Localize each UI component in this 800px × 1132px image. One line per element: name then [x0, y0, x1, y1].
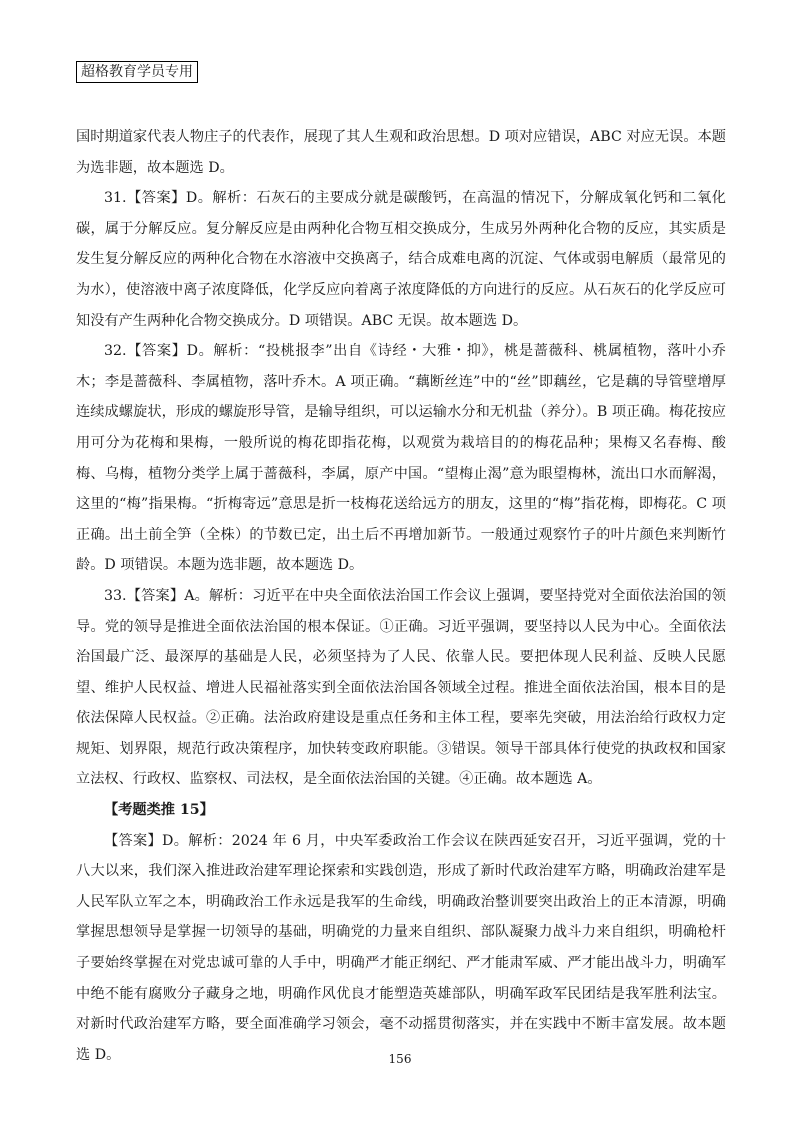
- answer-33: 33.【答案】A。解析：习近平在中央全面依法治国工作会议上强调，要坚持党对全面依法治国的领导。党的领导是推进全面依法治国的根本保证。①正确。习近平强调，要坚持以人民为中心。全面依法治国最广泛、最深厚的基础是人民，必须坚持为了人民、依靠人民。要把体现人民利益、反映人民愿望、维护人民权益、增进人民福祉落实到全面依法治国各领域全过程。推进全面依法治国，根本目的是依法保障人民权益。②正确。法治政府建设是重点任务和主体工程，要率先突破，用法治给行政权力定规矩、划界限，规范行政决策程序，加快转变政府职能。③错误。领导干部具体行使党的执政权和国家立法权、行政权、监察权、司法权，是全面依法治国的关键。④正确。故本题选 A。: [76, 587, 726, 788]
- answer-32: 32.【答案】D。解析：“投桃报李”出自《诗经・大雅・抑》，桃是蔷薇科、桃属植物，落叶小乔木；李是蔷薇科、李属植物，落叶乔木。A 项正确。“藕断丝连”中的“丝”即藕丝，它是藕的导管壁增厚连续成螺旋状，形成的螺旋形导管，是输导组织，可以运输水分和无机盐（养分）。B 项正确。梅花按应用可分为花梅和果梅，一般所说的梅花即指花梅，以观赏为栽培目的的梅花品种；果梅又名春梅、酸梅、乌梅，植物分类学上属于蔷薇科，李属，原产中国。“望梅止渴”意为眼望梅林，流出口水而解渴，这里的“梅”指果梅。“折梅寄远”意思是折一枝梅花送给远方的朋友，这里的“梅”指花梅，即梅花。C 项正确。出土前全笋（全株）的节数已定，出土后不再增加新节。一般通过观察竹子的叶片颜色来判断竹龄。D 项错误。本题为选非题，故本题选 D。: [76, 343, 726, 574]
- header-label: 超格教育学员专用: [76, 61, 198, 83]
- answer-31: 31.【答案】D。解析：石灰石的主要成分就是碳酸钙，在高温的情况下，分解成氧化钙和二氧化碳，属于分解反应。复分解反应是由两种化合物互相交换成分，生成另外两种化合物的反应，其实质是发生复分解反应的两种化合物在水溶液中交换离子，结合成难电离的沉淀、气体或弱电解质（最常见的为水），使溶液中离子浓度降低，化学反应向着离子浓度降低的方向进行的反应。从石灰石的化学反应可知没有产生两种化合物交换成分。D 项错误。ABC 无误。故本题选 D。: [76, 190, 726, 329]
- answer-content: [76, 122, 726, 1070]
- section-title: 【考题类推 15】: [104, 802, 214, 819]
- answer-15: 【答案】D。解析：2024 年 6 月，中央军委政治工作会议在陕西延安召开，习近平强调，党的十八大以来，我们深入推进政治建军理论探索和实践创造，形成了新时代政治建军方略，明确政治建军是人民军队立军之本，明确政治工作永远是我军的生命线，明确政治整训要突出政治上的正本清源，明确掌握思想领导是掌握一切领导的基础，明确党的力量来自组织、部队凝聚力战斗力来自组织，明确枪杆子要始终掌握在对党忠诚可靠的人手中，明确严才能正纲纪、严才能肃军威、严才能出战斗力，明确军中绝不能有腐败分子藏身之地，明确作风优良才能塑造英雄部队，明确军政军民团结是我军胜利法宝。对新时代政治建军方略，要全面准确学习领会，毫不动摇贯彻落实，并在实践中不断丰富发展。故本题选 D。: [76, 832, 726, 1063]
- page-number: 156: [388, 1052, 412, 1066]
- paragraph-continuation: 国时期道家代表人物庄子的代表作，展现了其人生观和政治思想。D 项对应错误，ABC 对应无误。本题为选非题，故本题选 D。: [76, 129, 726, 176]
